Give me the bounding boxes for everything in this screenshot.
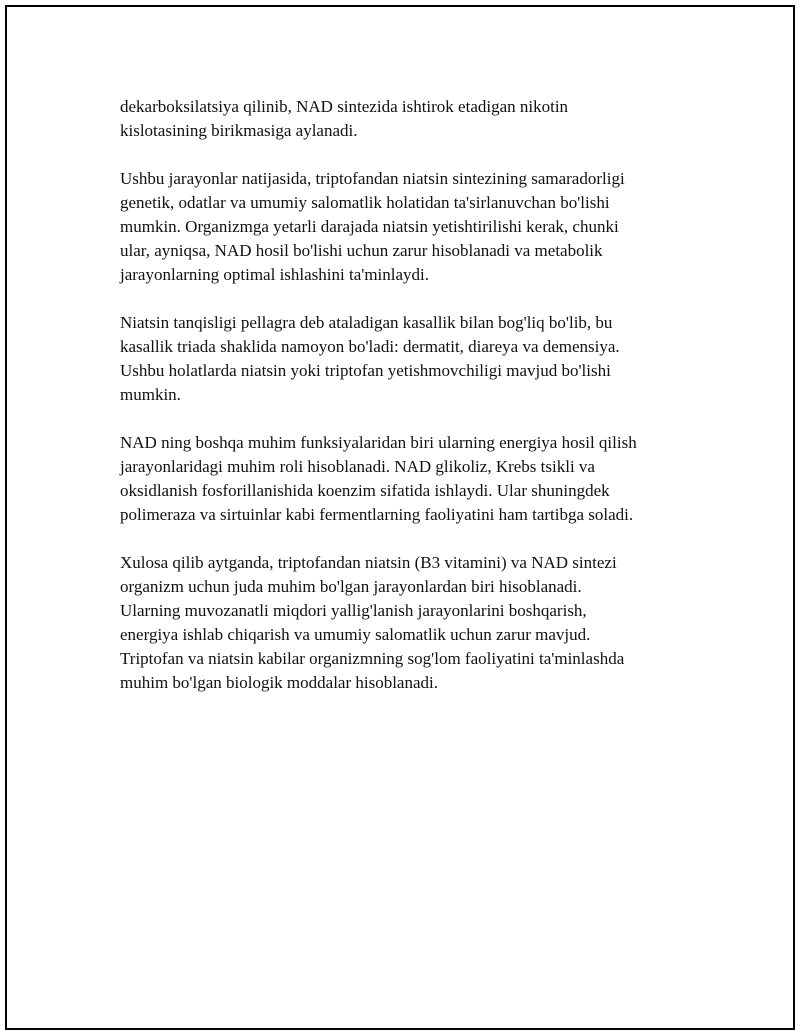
text-line: Triptofan va niatsin kabilar organizmning sog'lom faoliyatini ta'minlashda xyxy=(120,649,625,668)
text-line: jarayonlaridagi muhim roli hisoblanadi. NAD glikoliz, Krebs tsikli va xyxy=(120,457,595,476)
text-line: Ushbu holatlarda niatsin yoki triptofan yetishmovchiligi mavjud bo'lishi xyxy=(120,361,611,380)
text-line: Niatsin tanqisligi pellagra deb ataladigan kasallik bilan bog'liq bo'lib, bu xyxy=(120,313,613,332)
text-line: genetik, odatlar va umumiy salomatlik holatidan ta'sirlanuvchan bo'lishi xyxy=(120,193,610,212)
paragraph-5 xyxy=(120,551,710,695)
paragraph-3 xyxy=(120,311,710,407)
text-line: jarayonlarning optimal ishlashini ta'minlaydi. xyxy=(120,265,430,284)
text-line: muhim bo'lgan biologik moddalar hisoblanadi. xyxy=(120,673,438,692)
text-line: NAD ning boshqa muhim funksiyalaridan biri ularning energiya hosil qilish xyxy=(120,433,637,452)
text-line: organizm uchun juda muhim bo'lgan jarayonlardan biri hisoblanadi. xyxy=(120,577,582,596)
text-line: mumkin. xyxy=(120,385,181,404)
document-body xyxy=(120,95,710,719)
paragraph-1 xyxy=(120,95,710,143)
text-line: Xulosa qilib aytganda, triptofandan niatsin (B3 vitamini) va NAD sintezi xyxy=(120,553,617,572)
text-line: energiya ishlab chiqarish va umumiy salomatlik uchun zarur mavjud. xyxy=(120,625,591,644)
text-line: kasallik triada shaklida namoyon bo'ladi: dermatit, diareya va demensiya. xyxy=(120,337,620,356)
paragraph-2 xyxy=(120,167,710,287)
text-line: mumkin. Organizmga yetarli darajada niatsin yetishtirilishi kerak, chunki xyxy=(120,217,619,236)
text-line: ular, ayniqsa, NAD hosil bo'lishi uchun zarur hisoblanadi va metabolik xyxy=(120,241,603,260)
text-line: Ularning muvozanatli miqdori yallig'lanish jarayonlarini boshqarish, xyxy=(120,601,587,620)
text-line: polimeraza va sirtuinlar kabi fermentlarning faoliyatini ham tartibga soladi. xyxy=(120,505,634,524)
text-line: dekarboksilatsiya qilinib, NAD sintezida ishtirok etadigan nikotin xyxy=(120,97,569,116)
paragraph-4 xyxy=(120,431,710,527)
text-line: Ushbu jarayonlar natijasida, triptofandan niatsin sintezining samaradorligi xyxy=(120,169,625,188)
page-frame xyxy=(5,5,795,1030)
text-line: kislotasining birikmasiga aylanadi. xyxy=(120,121,358,140)
text-line: oksidlanish fosforillanishida koenzim sifatida ishlaydi. Ular shuningdek xyxy=(120,481,610,500)
